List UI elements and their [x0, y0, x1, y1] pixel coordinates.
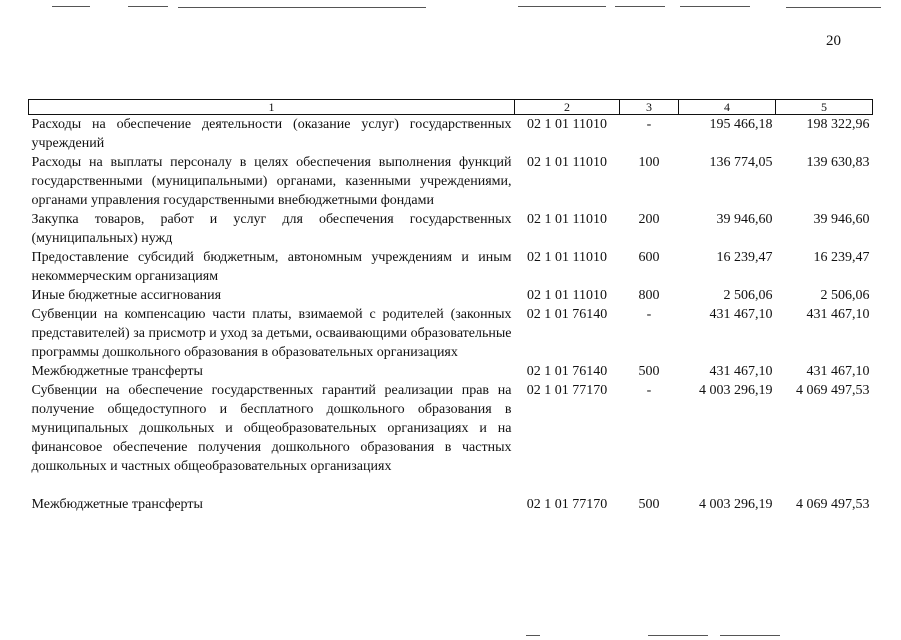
row-value-5: 2 506,06 — [820, 288, 870, 303]
header-col-4: 4 — [679, 100, 776, 115]
row-value-5: 16 239,47 — [813, 250, 870, 265]
row-name: Расходы на обеспечение деятельности (оказание услуг) государственных учреждений — [31, 117, 512, 151]
row-name: Межбюджетные трансферты — [31, 497, 203, 512]
row-value-4: 2 506,06 — [723, 288, 773, 303]
row-type: - — [646, 117, 652, 132]
row-type: - — [646, 307, 652, 322]
row-type: 500 — [638, 497, 660, 512]
row-value-5: 431 467,10 — [806, 307, 870, 322]
table-row — [29, 210, 873, 248]
budget-table — [28, 99, 873, 514]
row-name: Субвенции на обеспечение государственных гарантий реализации прав на получение общедоступного и бесплатного дошкольного образования в муниципальных дошкольных и общеобразовательных организациях и на финансовое обеспечение получения дошкольного образования в частных дошкольных и частных общеобразовательных организациях — [31, 383, 512, 474]
row-value-5: 139 630,83 — [806, 155, 870, 170]
row-code: 02 1 01 11010 — [527, 250, 607, 265]
table-row — [29, 248, 873, 286]
table-row — [29, 381, 873, 476]
row-value-4: 431 467,10 — [709, 307, 773, 322]
scan-artifact-bottom-2 — [648, 635, 708, 636]
row-name: Иные бюджетные ассигнования — [31, 288, 222, 303]
row-code: 02 1 01 11010 — [527, 212, 607, 227]
row-name: Расходы на выплаты персоналу в целях обеспечения выполнения функций государственными (муниципальными) органами, казенными учреждениями, органами управления государственными внебюджетными фондами — [31, 155, 512, 208]
row-code: 02 1 01 77170 — [526, 383, 608, 398]
row-name: Закупка товаров, работ и услуг для обеспечения государственных (муниципальных) нужд — [31, 212, 512, 246]
row-type: - — [646, 383, 652, 398]
row-code: 02 1 01 77170 — [526, 497, 608, 512]
table-row — [29, 286, 873, 305]
table-row — [29, 115, 873, 154]
row-value-5: 39 946,60 — [813, 212, 870, 227]
row-type: 200 — [638, 212, 660, 227]
row-name: Предоставление субсидий бюджетным, автономным учреждениям и иным некоммерческим организациям — [31, 250, 512, 284]
row-code: 02 1 01 11010 — [527, 155, 607, 170]
table-row — [29, 495, 873, 514]
row-code: 02 1 01 11010 — [527, 288, 607, 303]
row-name: Субвенции на компенсацию части платы, взимаемой с родителей (законных представителей) за присмотр и уход за детьми, осваивающими образовательные программы дошкольного образования в образовательных организациях — [31, 307, 512, 360]
row-value-4: 4 003 296,19 — [699, 497, 773, 512]
row-value-4: 195 466,18 — [709, 117, 773, 132]
row-value-4: 16 239,47 — [716, 250, 773, 265]
table-spacer-row — [29, 476, 873, 495]
scan-artifact-top-2 — [128, 6, 168, 7]
row-value-5: 4 069 497,53 — [796, 383, 870, 398]
row-value-5: 198 322,96 — [806, 117, 870, 132]
row-code: 02 1 01 76140 — [526, 364, 608, 379]
row-type: 500 — [638, 364, 660, 379]
row-type: 800 — [638, 288, 660, 303]
row-value-5: 4 069 497,53 — [796, 497, 870, 512]
row-value-4: 431 467,10 — [709, 364, 773, 379]
table-row — [29, 362, 873, 381]
row-code: 02 1 01 11010 — [527, 117, 607, 132]
header-col-1: 1 — [29, 100, 515, 115]
scan-artifact-bottom-3 — [720, 635, 780, 636]
scan-artifact-top-5 — [615, 6, 665, 7]
scan-artifact-bottom-1 — [526, 635, 540, 636]
scan-artifact-top-1 — [52, 6, 90, 7]
page-number: 20 — [826, 33, 841, 49]
scan-artifact-top-6 — [680, 6, 750, 7]
scan-artifact-top-4 — [518, 6, 606, 7]
header-col-5: 5 — [776, 100, 873, 115]
spacer-cell — [29, 476, 873, 495]
row-value-4: 39 946,60 — [716, 212, 773, 227]
scan-artifact-top-7 — [786, 7, 881, 8]
header-col-3: 3 — [620, 100, 679, 115]
table-header-row — [29, 100, 873, 115]
header-col-2: 2 — [515, 100, 620, 115]
row-value-4: 4 003 296,19 — [699, 383, 773, 398]
scan-artifact-top-3 — [178, 7, 426, 8]
row-type: 100 — [638, 155, 660, 170]
row-name: Межбюджетные трансферты — [31, 364, 203, 379]
table-row — [29, 153, 873, 210]
row-value-5: 431 467,10 — [806, 364, 870, 379]
row-type: 600 — [638, 250, 660, 265]
row-code: 02 1 01 76140 — [526, 307, 608, 322]
row-value-4: 136 774,05 — [709, 155, 773, 170]
table-row — [29, 305, 873, 362]
